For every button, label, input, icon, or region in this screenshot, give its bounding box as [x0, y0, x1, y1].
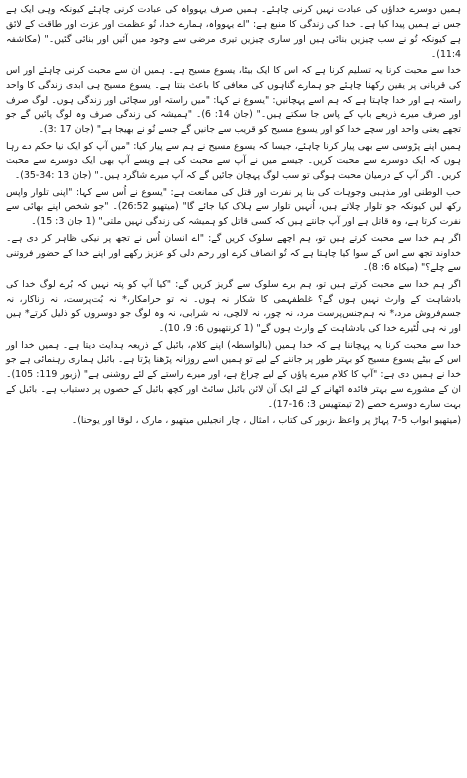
paragraph-love-jesus: خدا سے محبت کرنا یہ تسلیم کرنا ہے کہ اس کا ایک بیٹا، یسوع مسیح ہے۔ ہمیں ان سے محبت کرنی چاہئے اور اس کی قربانی پر یقین رکھنا چاہئے جو ہمارے گناہوں کی معافی کا باعث بنتا ہے۔ یسوع مسیح ہی ابدی زندگی کا واحد راستہ ہے اور خدا چاہتا ہے کہ ہم اسے پہچانیں: "یسوع نے کہا: "میں راستہ اور سچائی اور زندگی ہوں۔ لوگ صرف اور صرف میرے ذریعے باپ کے پاس جا سکتے ہیں۔" (جان 14: 6)۔ "ہمیشہ کی زندگی صرف وہ لوگ پائیں گے جو تجھے یعنی واحد اور سچے خدا کو اور یسوع مسیح کو قریب سے جانیں گے جسے تُو نے بھیجا ہے" (جان 17 :3)۔: [6, 64, 461, 136]
paragraph-no-hatred: حب الوطنی اور مذہبی وجوہات کی بنا پر نفرت اور قتل کی ممانعت ہے: "یسوع نے اُس سے کہا: "اپنی تلوار واپس رکھ لیں کیونکہ جو تلوار چلاتے ہیں، اُنہیں تلوار سے ہلاک کیا جائے گا" (میتھیو 26:52)۔ "جو شخص اپنے بھائی سے نفرت کرتا ہے، وہ قاتل ہے اور آپ جانتے ہیں کہ کسی قاتل کو ہمیشہ کی زندگی نہیں ملتی" (1 جان 3: 15)۔: [6, 186, 461, 228]
paragraph-bible-books: (میتھیو ابواب 5-7 پہاڑ پر واعظ ،زبور کی کتاب ، امثال ، چار انجیلیں میتھیو ، مارک ، لوقا اور یوحنا)۔: [71, 415, 461, 427]
paragraph-good-conduct: اگر ہم خدا سے محبت کرتے ہیں تو، ہم اچھے سلوک کریں گے: "اے انسان اُس نے تجھ پر نیکی ظاہر کر دی ہے۔ خداوند تجھ سے اس کے سوا کیا چاہتا ہے کہ تُو انصاف کرے اور رحم دلی کو عزیز رکھے اور اپنے خدا کے حضور فروتنی سے چلے؟" (میکاہ 6: 8)۔: [6, 232, 461, 274]
paragraph-read-bible: خدا سے محبت کرنا یہ پہچاننا ہے کہ خدا ہمیں (بالواسطہ) اپنے کلام، بائبل کے ذریعہ ہدایت دیتا ہے۔ ہمیں خدا اور اس کے بیٹے یسوع مسیح کو بہتر طور پر جاننے کے لیے تو ہمیں اسے روزانہ پڑھنا پڑتا ہے۔ بائبل ہماری رہنمائی ہے جو خدا نے ہمیں دی ہے: "آپ کا کلام میرے پاؤں کے لیے چراغ ہے، اور میرے راستے کے لئے روشنی ہے" (زبور 119: 105)۔ ان کے مشورے سے بہتر فائدہ اٹھانے کے لئے ایک آن لائن بائبل سائٹ اور کچھ بائبل کے حصوں پر دستیاب ہے۔ بائبل کے بہت سارے دوسرے حصے (2 تیمتھیس 3: 16-17)۔: [6, 339, 462, 410]
paragraph-worship-jehovah: ہمیں دوسرے خداؤں کی عبادت نہیں کرنی چاہئے۔ ہمیں صرف یہوواہ کی عبادت کرنی چاہئے کیونکہ وہی ایک ہے جس نے ہمیں پیدا کیا ہے۔ خدا کی زندگی کا منبع ہے: "اے یہوواہ، ہمارے خدا، تُو عظمت اور عزت اور طاقت کے لائق ہے کیونکہ تُو نے سب چیزیں بنائی ہیں اور ساری چیزیں تیری مرضی سے وجود میں آئیں اور بنائی گئیں۔" (مکاشفہ 11:4)۔: [6, 4, 461, 60]
paragraph-avoid-bad-conduct: اگر ہم خدا سے محبت کرتے ہیں تو، ہم برے سلوک سے گریز کریں گے: "کیا آپ کو پتہ نہیں کہ بُرے لوگ خدا کی بادشاہت کے وارث نہیں ہوں گے؟ غلطفہمی کا شکار نہ ہوں۔ نہ تو حرامکار،* نہ بُت‌پرست، نہ زناکار، نہ جسم‌فروش مرد،* نہ ہم‌جنس‌پرست مرد، نہ چور، نہ لالچی، نہ شرابی، نہ وہ لوگ جو دوسروں کو ذلیل کرتے* ہیں اور نہ ہی لُٹیرے خدا کی بادشاہت کے وارث ہوں گے" (1 کرنتھیوں 6: 9، 10)۔: [6, 278, 461, 335]
paragraph-love-neighbor: ہمیں اپنے پڑوسی سے بھی پیار کرنا چاہئے، جیسا کہ یسوع مسیح نے ہم سے پیار کیا: "میں آپ کو ایک نیا حکم دے رہا ہوں کہ ایک دوسرے سے محبت کریں۔ جیسے میں نے آپ سے محبت کی ہے ویسے آپ بھی ایک دوسرے سے محبت کریں۔ اگر آپ کے درمیان محبت ہوگی تو سب لوگ پہچان جائیں گے کہ آپ میرے شاگرد ہیں۔" (جان 13 :34-35)۔: [6, 140, 461, 182]
